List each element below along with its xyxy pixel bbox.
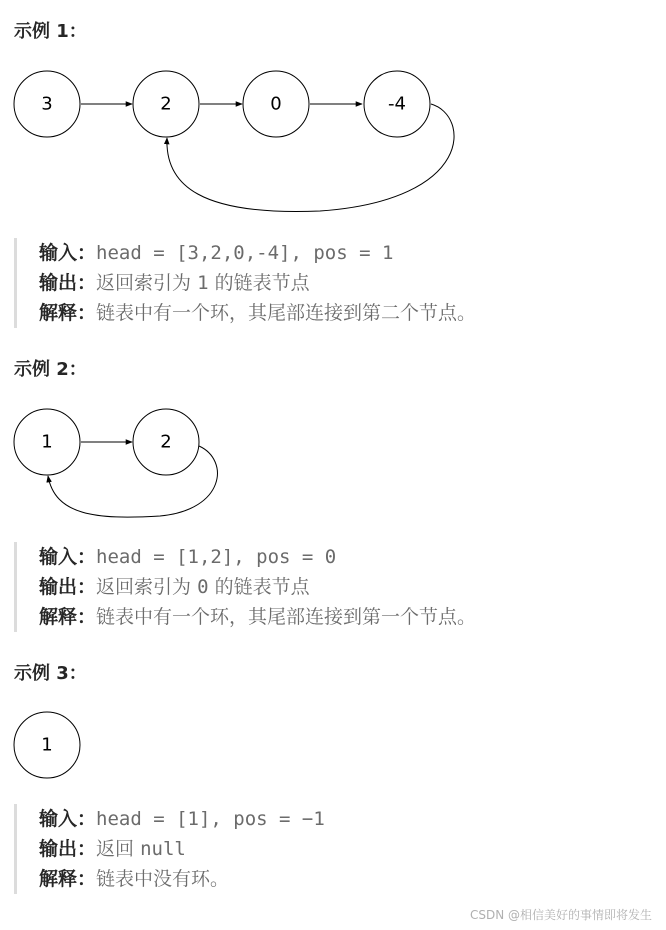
output-text-prefix: 返回索引为 [96,272,192,294]
output-code: 0 [197,576,209,598]
input-value: head = [1], pos = −1 [96,808,325,830]
explain-label: 解释： [39,606,97,628]
explain-value: 链表中有一个环，其尾部连接到第二个节点。 [96,302,477,324]
example-3-output-line [39,834,639,864]
explain-label: 解释： [39,302,97,324]
watermark: CSDN @相信美好的事情即将发生 [469,908,652,922]
example-1-title: 示例 1： [14,21,87,42]
output-text-prefix: 返回 [96,838,135,860]
list-node-3-value: -4 [388,93,406,115]
list-node-0-value: 1 [41,734,53,756]
list-node-0-value: 1 [41,431,53,453]
output-code: null [140,838,186,860]
example-3-input-line [39,804,639,834]
input-value: head = [1,2], pos = 0 [96,546,337,568]
list-node-2-value: 0 [270,93,282,115]
example-3-explain-line [39,864,639,894]
input-value: head = [3,2,0,-4], pos = 1 [96,242,394,264]
list-node-1-value: 2 [160,431,172,453]
output-text-suffix: 的链表节点 [214,272,310,294]
explain-value: 链表中有一个环，其尾部连接到第一个节点。 [96,606,477,628]
list-node-1-value: 2 [160,93,172,115]
explain-value: 链表中没有环。 [96,868,230,890]
output-label: 输出： [39,838,97,860]
output-label: 输出： [39,576,97,598]
input-label: 输入： [39,808,97,830]
input-label: 输入： [39,546,97,568]
output-text-prefix: 返回索引为 [96,576,192,598]
example-3-block [14,804,639,894]
output-text-suffix: 的链表节点 [214,576,310,598]
output-label: 输出： [39,272,97,294]
explain-label: 解释： [39,868,97,890]
example-3-title: 示例 3： [14,663,87,684]
output-code: 1 [197,272,209,294]
list-node-0-value: 3 [41,93,53,115]
example-2-title: 示例 2： [14,359,87,380]
input-label: 输入： [39,242,97,264]
